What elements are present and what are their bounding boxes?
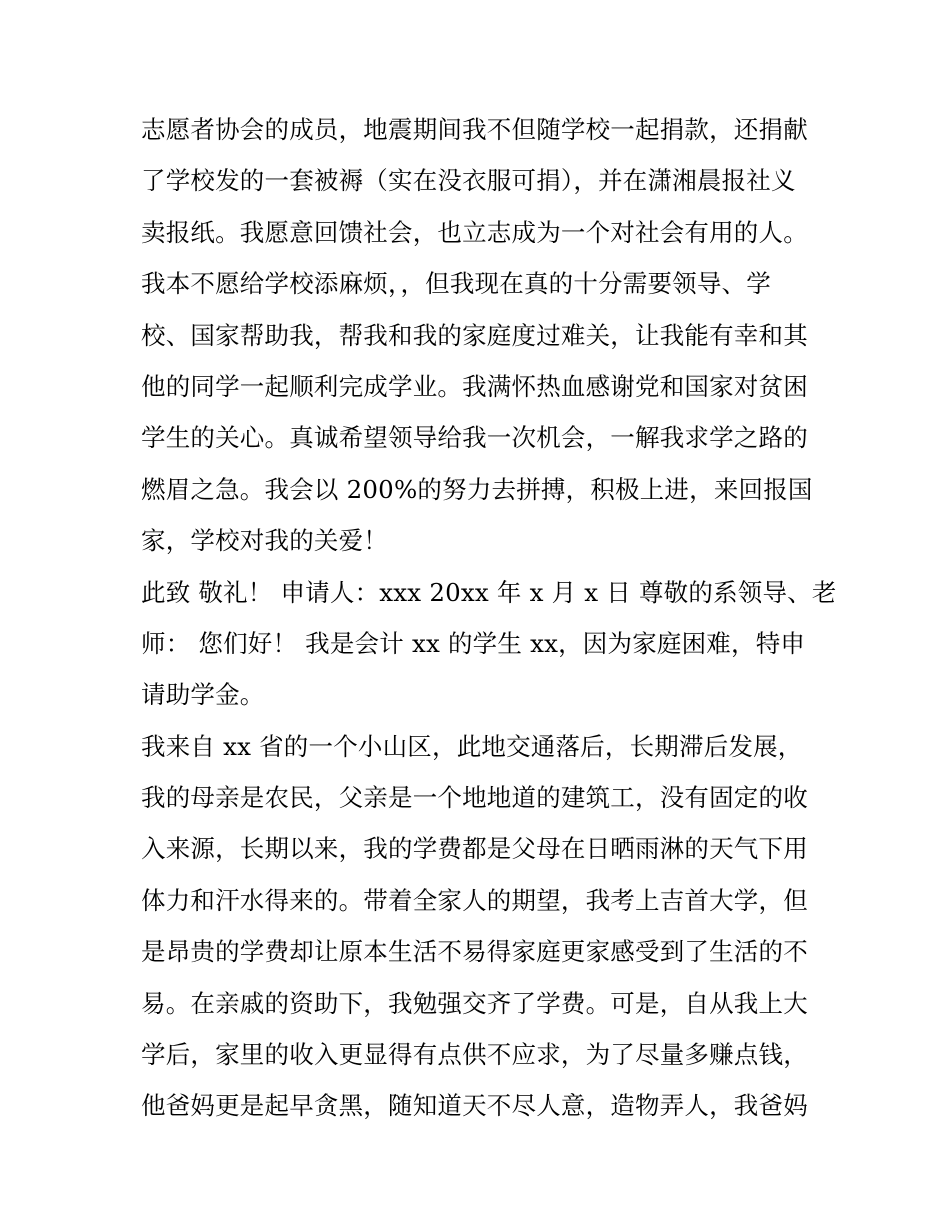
text-line: 校、国家帮助我，帮我和我的家庭度过难关，让我能有幸和其 xyxy=(141,320,808,350)
text-line: 卖报纸。我愿意回馈社会，也立志成为一个对社会有用的人。 xyxy=(141,217,808,247)
document-body xyxy=(141,104,837,1132)
text-line: 家，学校对我的关爱！ xyxy=(141,526,388,556)
text-line: 学生的关心。真诚希望领导给我一次机会，一解我求学之路的 xyxy=(141,423,808,453)
text-line: 我来自 xx 省的一个小山区，此地交通落后，长期滞后发展， xyxy=(141,731,803,761)
text-line: 他爸妈更是起早贪黑，随知道天不尽人意，造物弄人，我爸妈 xyxy=(141,1091,808,1121)
text-line: 师： 您们好！ 我是会计 xx 的学生 xx，因为家庭困难，特申 xyxy=(141,628,806,658)
text-line: 请助学金。 xyxy=(141,680,265,710)
text-line: 体力和汗水得来的。带着全家人的期望，我考上吉首大学，但 xyxy=(141,885,808,915)
text-line: 我本不愿给学校添麻烦，，但我现在真的十分需要领导、学 xyxy=(141,269,771,299)
text-line: 易。在亲戚的资助下，我勉强交齐了学费。可是，自从我上大 xyxy=(141,988,808,1018)
text-line: 志愿者协会的成员，地震期间我不但随学校一起捐款，还捐献 xyxy=(141,115,808,144)
text-line: 入来源，长期以来，我的学费都是父母在日晒雨淋的天气下用 xyxy=(141,834,808,864)
text-line: 他的同学一起顺利完成学业。我满怀热血感谢党和国家对贫困 xyxy=(141,371,808,401)
text-line: 我的母亲是农民，父亲是一个地地道的建筑工，没有固定的收 xyxy=(141,783,808,813)
text-line: 学后，家里的收入更显得有点供不应求，为了尽量多赚点钱， xyxy=(141,1040,808,1070)
text-line: 是昂贵的学费却让原本生活不易得家庭更家感受到了生活的不 xyxy=(141,937,808,967)
text-line: 了学校发的一套被褥（实在没衣服可捐），并在潇湘晨报社义 xyxy=(141,166,796,196)
text-line: 此致 敬礼！ 申请人：xxx 20xx 年 x 月 x 日 尊敬的系领导、老 xyxy=(141,577,837,607)
text-line: 燃眉之急。我会以 200%的努力去拼搏，积极上进，来回报国 xyxy=(141,474,813,504)
